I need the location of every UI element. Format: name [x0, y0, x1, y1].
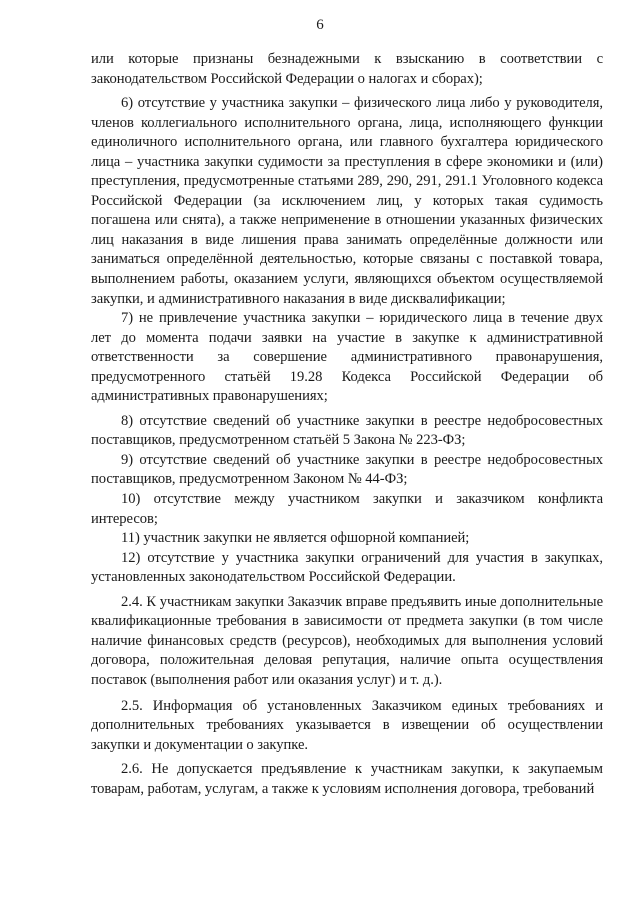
- paragraph-item-7: 7) не привлечение участника закупки – юридического лица в течение двух лет до момента подачи заявки на участие в закупке к административной ответственности за совершение административного правонарушения, предусмотренного статьёй 19.28 Кодекса Российской Федерации об административных правонарушениях;: [91, 310, 603, 405]
- page-number: 6: [316, 17, 324, 33]
- paragraph-item-6: 6) отсутствие у участника закупки – физического лица либо у руководителя, членов коллегиального исполнительного органа, лица, исполняющего функции единоличного исполнительного органа, или главного бухгалтера юридического лица – участника закупки судимости за преступления в сфере экономики и (или) преступления, предусмотренные статьями 289, 290, 291, 291.1 Уголовного кодекса Российской Федерации (за исключением лиц, у которых такая судимость погашена или снята), а также неприменение в отношении указанных физических лиц наказания в виде лишения права занимать определённые должности или заниматься определённой деятельностью, которые связаны с поставкой товара, выполнением работы, оказанием услуги, являющихся объектом осуществляемой закупки, и административного наказания в виде дисквалификации;: [91, 95, 603, 307]
- paragraph-continuation: или которые признаны безнадежными к взысканию в соответствии с законодательством Российской Федерации о налогах и сборах);: [91, 51, 603, 87]
- paragraph-2-5: 2.5. Информация об установленных Заказчиком единых требованиях и дополнительных требованиях указывается в извещении об осуществлении закупки и документации о закупке.: [91, 697, 603, 753]
- document-body: [91, 50, 603, 799]
- paragraph-item-10: 10) отсутствие между участником закупки и заказчиком конфликта интересов;: [91, 491, 603, 527]
- paragraph-item-11: 11) участник закупки не является офшорной компанией;: [121, 530, 470, 547]
- paragraph-item-8: 8) отсутствие сведений об участнике закупки в реестре недобросовестных поставщиков, предусмотренном статьёй 5 Закона № 223-ФЗ;: [91, 412, 603, 449]
- paragraph-2-6: 2.6. Не допускается предъявление к участникам закупки, к закупаемым товарам, работам, услугам, а также к условиям исполнения договора, требований: [91, 761, 603, 797]
- paragraph-item-12: 12) отсутствие у участника закупки ограничений для участия в закупках, установленных законодательством Российской Федерации.: [91, 549, 603, 586]
- paragraph-2-4: 2.4. К участникам закупки Заказчик вправе предъявить иные дополнительные квалификационные требования в зависимости от предмета закупки (в том числе наличие финансовых средств (ресурсов), необходимых для выполнения условий договора, положительная деловая репутация, наличие опыта осуществления поставок (выполнения работ или оказания услуг) и т. д.).: [91, 593, 603, 688]
- paragraph-item-9: 9) отсутствие сведений об участнике закупки в реестре недобросовестных поставщиков, предусмотренном Законом № 44-ФЗ;: [91, 451, 603, 488]
